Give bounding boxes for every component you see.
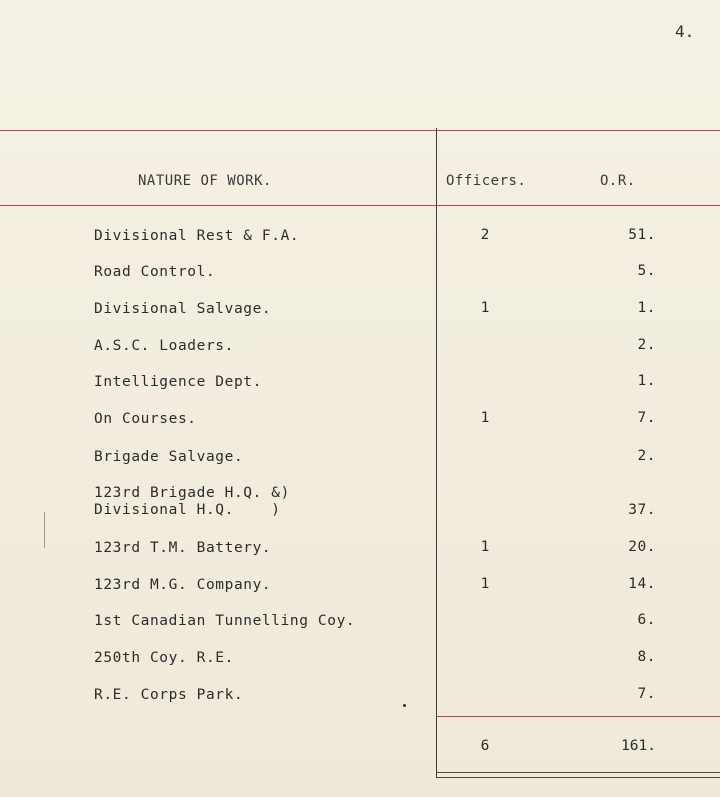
totals-bottom-rule-1 — [437, 772, 720, 773]
row-label: On Courses. — [94, 411, 197, 427]
row-or: 51. — [628, 227, 656, 243]
row-label: Divisional Salvage. — [94, 301, 272, 317]
row-officers: 2 — [480, 227, 490, 243]
totals-bottom-rule-2 — [437, 777, 720, 778]
row-label: R.E. Corps Park. — [94, 687, 244, 703]
row-or: 5. — [637, 263, 656, 279]
row-or: 8. — [637, 649, 656, 665]
table-top-rule — [0, 130, 720, 131]
row-officers: 1 — [480, 410, 490, 426]
row-or: 2. — [637, 448, 656, 464]
row-label: A.S.C. Loaders. — [94, 338, 234, 354]
row-or: 14. — [628, 576, 656, 592]
row-or: 6. — [637, 612, 656, 628]
row-officers: 1 — [480, 539, 490, 555]
row-or: 1. — [637, 300, 656, 316]
row-label: 123rd M.G. Company. — [94, 577, 272, 593]
row-label: 123rd T.M. Battery. — [94, 540, 272, 556]
row-label: 250th Coy. R.E. — [94, 650, 234, 666]
row-or: 2. — [637, 337, 656, 353]
row-label: Intelligence Dept. — [94, 374, 262, 390]
column-divider — [436, 128, 437, 778]
header-bottom-rule — [0, 205, 720, 206]
header-or: O.R. — [600, 173, 636, 189]
row-label: Divisional Rest & F.A. — [94, 228, 300, 244]
row-officers: 1 — [480, 576, 490, 592]
total-officers: 6 — [480, 738, 490, 754]
row-officers: 1 — [480, 300, 490, 316]
header-nature-of-work: NATURE OF WORK. — [138, 173, 272, 189]
paper-mark — [44, 512, 45, 548]
ink-dot — [403, 704, 406, 707]
row-or: 7. — [637, 410, 656, 426]
row-label: 1st Canadian Tunnelling Coy. — [94, 613, 356, 629]
row-or: 20. — [628, 539, 656, 555]
row-or: 1. — [637, 373, 656, 389]
totals-top-rule — [437, 716, 720, 717]
row-or: 37. — [628, 502, 656, 518]
row-label: Road Control. — [94, 264, 216, 280]
row-or: 7. — [637, 686, 656, 702]
total-or: 161. — [621, 738, 656, 754]
header-officers: Officers. — [446, 173, 527, 189]
page-number: 4. — [675, 22, 695, 41]
row-label: Brigade Salvage. — [94, 449, 244, 465]
row-label: 123rd Brigade H.Q. &) Divisional H.Q. ) — [94, 485, 290, 518]
